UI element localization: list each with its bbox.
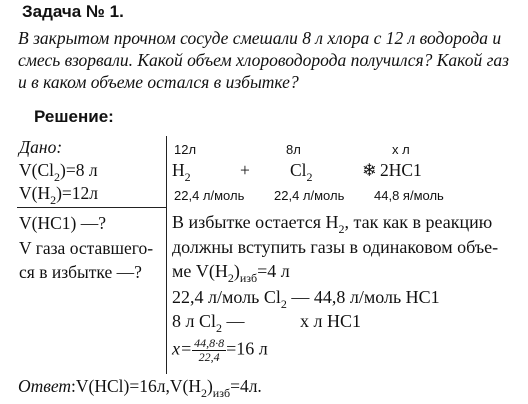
eq-h2: $H_2$ — [172, 160, 191, 184]
given-label: Дано: — [19, 137, 63, 157]
eq-top-h2: 12л — [174, 142, 197, 157]
proportion-line1: 22,4 л/моль $Cl_2$ — 44,8 л/моль HC1 — [172, 287, 440, 311]
eq-top-hcl: х л — [392, 142, 410, 157]
explanation-line2: должны вступить газы в одинаковом объе- — [172, 237, 499, 257]
proportion-line2-right: х л HC1 — [300, 311, 361, 331]
given-divider — [17, 207, 166, 208]
proportion-line2: 8 л $Cl_2$ — — [172, 311, 245, 335]
vertical-divider — [166, 136, 167, 374]
eq-top-cl2: 8л — [286, 142, 301, 157]
find-hcl: V(HC1) —? — [19, 213, 106, 233]
answer-line: $Ответ:V(HCl)=16л,V(H_2)_{изб}=4л$. — [18, 376, 262, 400]
find-excess-line2: ся в избытке —? — [19, 262, 142, 282]
eq-bot-cl2: 22,4 л/моль — [274, 188, 345, 203]
given-cl2: $V(Cl_2)=8$ л — [19, 160, 98, 184]
explanation-line1: В избытке остается $H_2$, так как в реакцию — [172, 212, 493, 236]
fraction: $\frac{44,8\cdot 8}{22,4}$ — [194, 336, 225, 364]
eq-bot-hcl: 44,8 я/моль — [374, 188, 444, 203]
solution-heading: Решение: — [34, 107, 114, 126]
eq-bot-h2: 22,4 л/моль — [174, 188, 245, 203]
task-title: Задача № 1. — [22, 2, 124, 21]
proportion-formula: x= $\frac{44,8\cdot 8}{22,4}$ =16 л — [172, 336, 268, 364]
eq-arrow-icon: ❄ — [362, 160, 377, 180]
eq-cl2: $Cl_2$ — [290, 160, 313, 184]
given-h2: $V(H_2)=12л$ — [19, 183, 99, 207]
explanation-line3: ме $V(H_2)_{изб}=4$ л — [172, 261, 290, 285]
eq-product: 2HC1 — [380, 160, 422, 180]
problem-statement: В закрытом прочном сосуде смешали 8 л хлора с 12 л водорода и смесь взорвали. Какой объем хлороводорода получился? Какой газ и в каком объеме остался в избытке? — [18, 28, 509, 92]
find-excess-line1: V газа оставшего- — [19, 238, 154, 258]
eq-plus: + — [240, 160, 250, 180]
